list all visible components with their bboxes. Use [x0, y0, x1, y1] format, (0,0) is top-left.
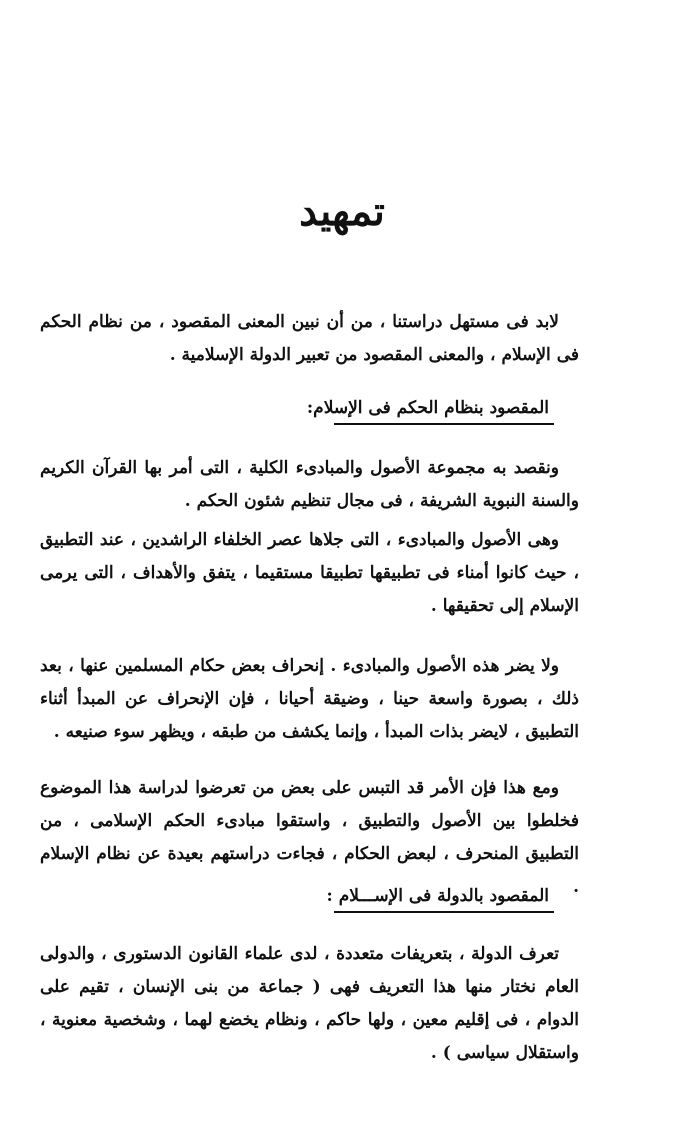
section-heading-state: [327, 886, 549, 917]
section-body-governance: [40, 452, 579, 518]
section-heading-text: المقصود بنظام الحكم فى الإسلام:: [306, 398, 549, 418]
intro-paragraph-block: [40, 306, 579, 372]
paragraph: وهى الأصول والمبادىء ، التى جلاها عصر الخلفاء الراشدين ، عند التطبيق ، حيث كانوا أمناء فى تطبيقها تطبيقا مستقيما ، يتفق والأهداف ، التى يرمى الإسلام إلى تحقيقها .: [40, 530, 579, 616]
heading-underline: [334, 423, 554, 425]
section-body-governance: [40, 650, 579, 749]
paragraph: ونقصد به مجموعة الأصول والمبادىء الكلية ، التى أمر بها القرآن الكريم والسنة النبوية الشريفة ، فى مجال تنظيم شئون الحكم .: [40, 458, 579, 511]
paragraph: ولا يضر هذه الأصول والمبادىء . إنحراف بعض حكام المسلمين عنها ، بعد ذلك ، بصورة واسعة حينا ، وضيقة أحيانا ، فإن الإنحراف عن المبدأ أثناء التطبيق ، لايضر بذات المبدأ ، وإنما يكشف من طبقه ، ويظهر سوء صنيعه .: [40, 656, 579, 742]
section-body-governance: [40, 772, 579, 904]
section-body-governance: [40, 524, 579, 623]
section-heading-text: المقصود بالدولة فى الإســـلام :: [326, 886, 549, 906]
heading-underline: [334, 911, 554, 913]
page-title: تمهيد: [299, 188, 385, 235]
section-body-state: [40, 938, 579, 1070]
section-heading-governance: [307, 398, 549, 429]
paragraph: ومع هذا فإن الأمر قد التبس على بعض من تعرضوا لدراسة هذا الموضوع فخلطوا بين الأصول والتطبيق ، واستقوا مبادىء الحكم الإسلامى ، من التطبيق المنحرف ، لبعض الحكام ، فجاءت دراستهم بعيدة عن نظام الإسلام .: [40, 778, 579, 897]
intro-paragraph: لابد فى مستهل دراستنا ، من أن نبين المعنى المقصود ، من نظام الحكم فى الإسلام ، والمعنى المقصود من تعبير الدولة الإسلامية .: [40, 312, 579, 365]
paragraph: تعرف الدولة ، بتعريفات متعددة ، لدى علماء القانون الدستورى ، والدولى العام نختار منها هذا التعريف فهى ( جماعة من بنى الإنسان ، تقيم على الدوام ، فى إقليم معين ، ولها حاكم ، ونظام يخضع لهما ، وشخصية معنوية ، واستقلال سياسى ) .: [40, 944, 579, 1063]
